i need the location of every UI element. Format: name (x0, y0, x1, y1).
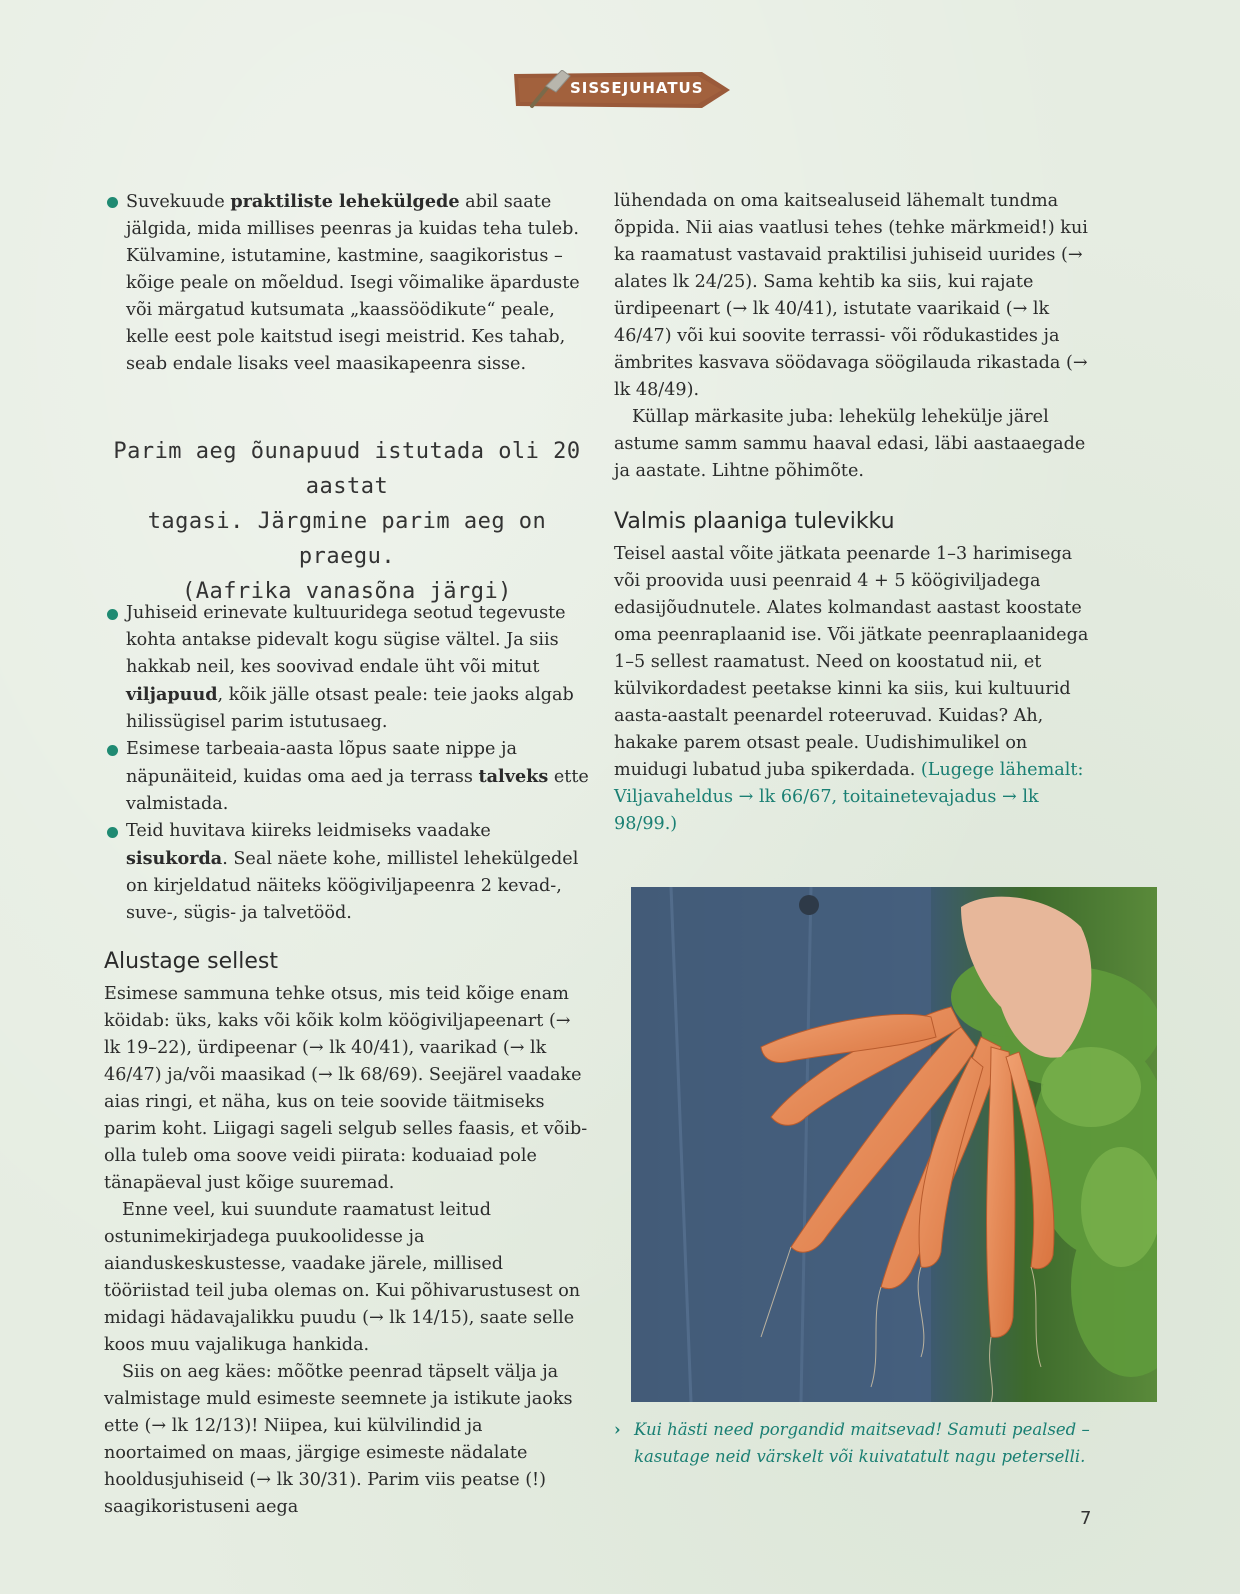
bold-term: praktiliste lehekülgede (230, 191, 460, 212)
right-column (614, 188, 1100, 838)
cross-reference: (Lugege lähemalt: Viljavaheldus → lk 66/67, toitainetevajadus → lk 98/99.) (614, 760, 1084, 834)
carrots-photo (631, 887, 1157, 1402)
caption-arrow-icon: › (614, 1420, 621, 1439)
bold-term: sisukorda (126, 848, 223, 869)
paragraph: Küllap märkasite juba: lehekülg lehekülje järel astume samm sammu haaval edasi, läbi aastaaegade ja aastate. Lihtne põhimõte. (614, 407, 1086, 481)
section-tag (512, 70, 732, 110)
carrots-illustration (631, 887, 1157, 1402)
quote-line: tagasi. Järgmine parim aeg on praegu. (147, 509, 547, 569)
bullet-item: Teid huvitava kiireks leidmiseks vaadake sisukorda. Seal näete kohe, millistel lehekülgedel on kirjeldatud näiteks köögiviljapeenra 2 kevad-, suve-, sügis- ja talvetööd. (104, 818, 590, 927)
bold-term: viljapuud (126, 684, 218, 705)
paragraph: Siis on aeg käes: mõõtke peenrad täpselt välja ja valmistage muld esimeste seemnete ja istikute jaoks ette (→ lk 12/13)! Niipea, kui külvilindid ja noortaimed on maas, järgige esimeste nädalate hooldusjuhiseid (→ lk 30/31). Parim viis peatse (!) saagikoristuseni aega (104, 1362, 573, 1517)
paragraph: lühendada on oma kaitsealuseid lähemalt tundma õppida. Nii aias vaatlusi tehes (tehke märkmeid!) kui ka raamatust vastavaid praktilisi juhiseid uurides (→ alates lk 24/25). Sama kehtib ka siis, kui rajate ürdipeenart (→ lk 40/41), istutate vaarikaid (→ lk 46/47) või kui soovite terrassi- või rõdukastides ja ämbrites kasvava söödavaga söögilauda rikastada (→ lk 48/49). (614, 191, 1088, 400)
bullet-item: Esimese tarbeaia-aasta lõpus saate nippe ja näpunäiteid, kuidas oma aed ja terrass talveks ette valmistada. (104, 736, 590, 818)
photo-caption: › Kui hästi need porgandid maitsevad! Samuti pealsed – kasutage neid värskelt või kuivatatult nagu peterselli. (614, 1416, 1114, 1470)
bullet-item: Juhiseid erinevate kultuuridega seotud tegevuste kohta antakse pidevalt kogu sügise vältel. Ja siis hakkab neil, kes soovivad endale üht või mitut viljapuud, kõik jälle otsast peale: teie jaoks algab hilissügisel parim istutusaeg. (104, 600, 590, 736)
handwritten-quote (104, 434, 590, 609)
quote-attribution: (Aafrika vanasõna järgi) (182, 579, 512, 604)
paragraph: Esimese sammuna tehke otsus, mis teid kõige enam köidab: üks, kaks või kõik kolm köögiviljapeenart (→ lk 19–22), ürdipeenar (→ lk 40/41), vaarikad (→ lk 46/47) ja/või maasikad (→ lk 68/69). Seejärel vaadake aias ringi, et näha, kus on teie soovide täitmiseks parim koht. Liigagi sageli selgub selles faasis, et võib-olla tuleb oma soove veidi piirata: koduaiad pole tänapäeval just kõige suuremad. (104, 984, 588, 1193)
quote-line: Parim aeg õunapuud istutada oli 20 aastat (113, 439, 581, 499)
bold-term: talveks (478, 766, 549, 787)
paragraph: Teisel aastal võite jätkata peenarde 1–3 harimisega või proovida uusi peenraid 4 + 5 köögiviljadega edasijõudnutele. Alates kolmandast aastast koostate oma peenraplaanid ise. Või jätkate peenraplaanidega 1–5 sellest raamatust. Need on koostatud nii, et külvikordadest peetakse kinni ka siis, kui kultuurid aasta-aastalt peenardel roteeruvad. Kuidas? Ah, hakake parem otsast peale. Uudishimulikel on muidugi lubatud juba spikerdada. (Lugege lähemalt: Viljavaheldus → lk 66/67, toitainetevajadus → lk 98/99.) (614, 544, 1089, 834)
section-heading: Valmis plaaniga tulevikku (614, 509, 895, 534)
left-column-top (104, 188, 590, 378)
paragraph: Enne veel, kui suundute raamatust leitud ostunimekirjadega puukoolidesse ja aianduskeskustesse, vaadake järele, millised tööriistad teil juba olemas on. Kui põhivarustusest on midagi hädavajalikku puudu (→ lk 14/15), saate selle koos muu vajalikuga hankida. (104, 1200, 581, 1355)
page-number: 7 (1080, 1508, 1092, 1529)
section-heading: Alustage sellest (104, 949, 279, 974)
section-label: SISSEJUHATUS (570, 79, 704, 97)
bullet-item: Suvekuude praktiliste lehekülgede abil saate jälgida, mida millises peenras ja kuidas teha tuleb. Külvamine, istutamine, kastmine, saagikoristus – kõige peale on mõeldud. Isegi võimalike äparduste või märgatud kutsumata „kaassöödikute“ peale, kelle eest pole kaitstud isegi meistrid. Kes tahab, seab endale lisaks veel maasikapeenra sisse. (104, 188, 590, 378)
left-column-bottom (104, 600, 590, 1521)
